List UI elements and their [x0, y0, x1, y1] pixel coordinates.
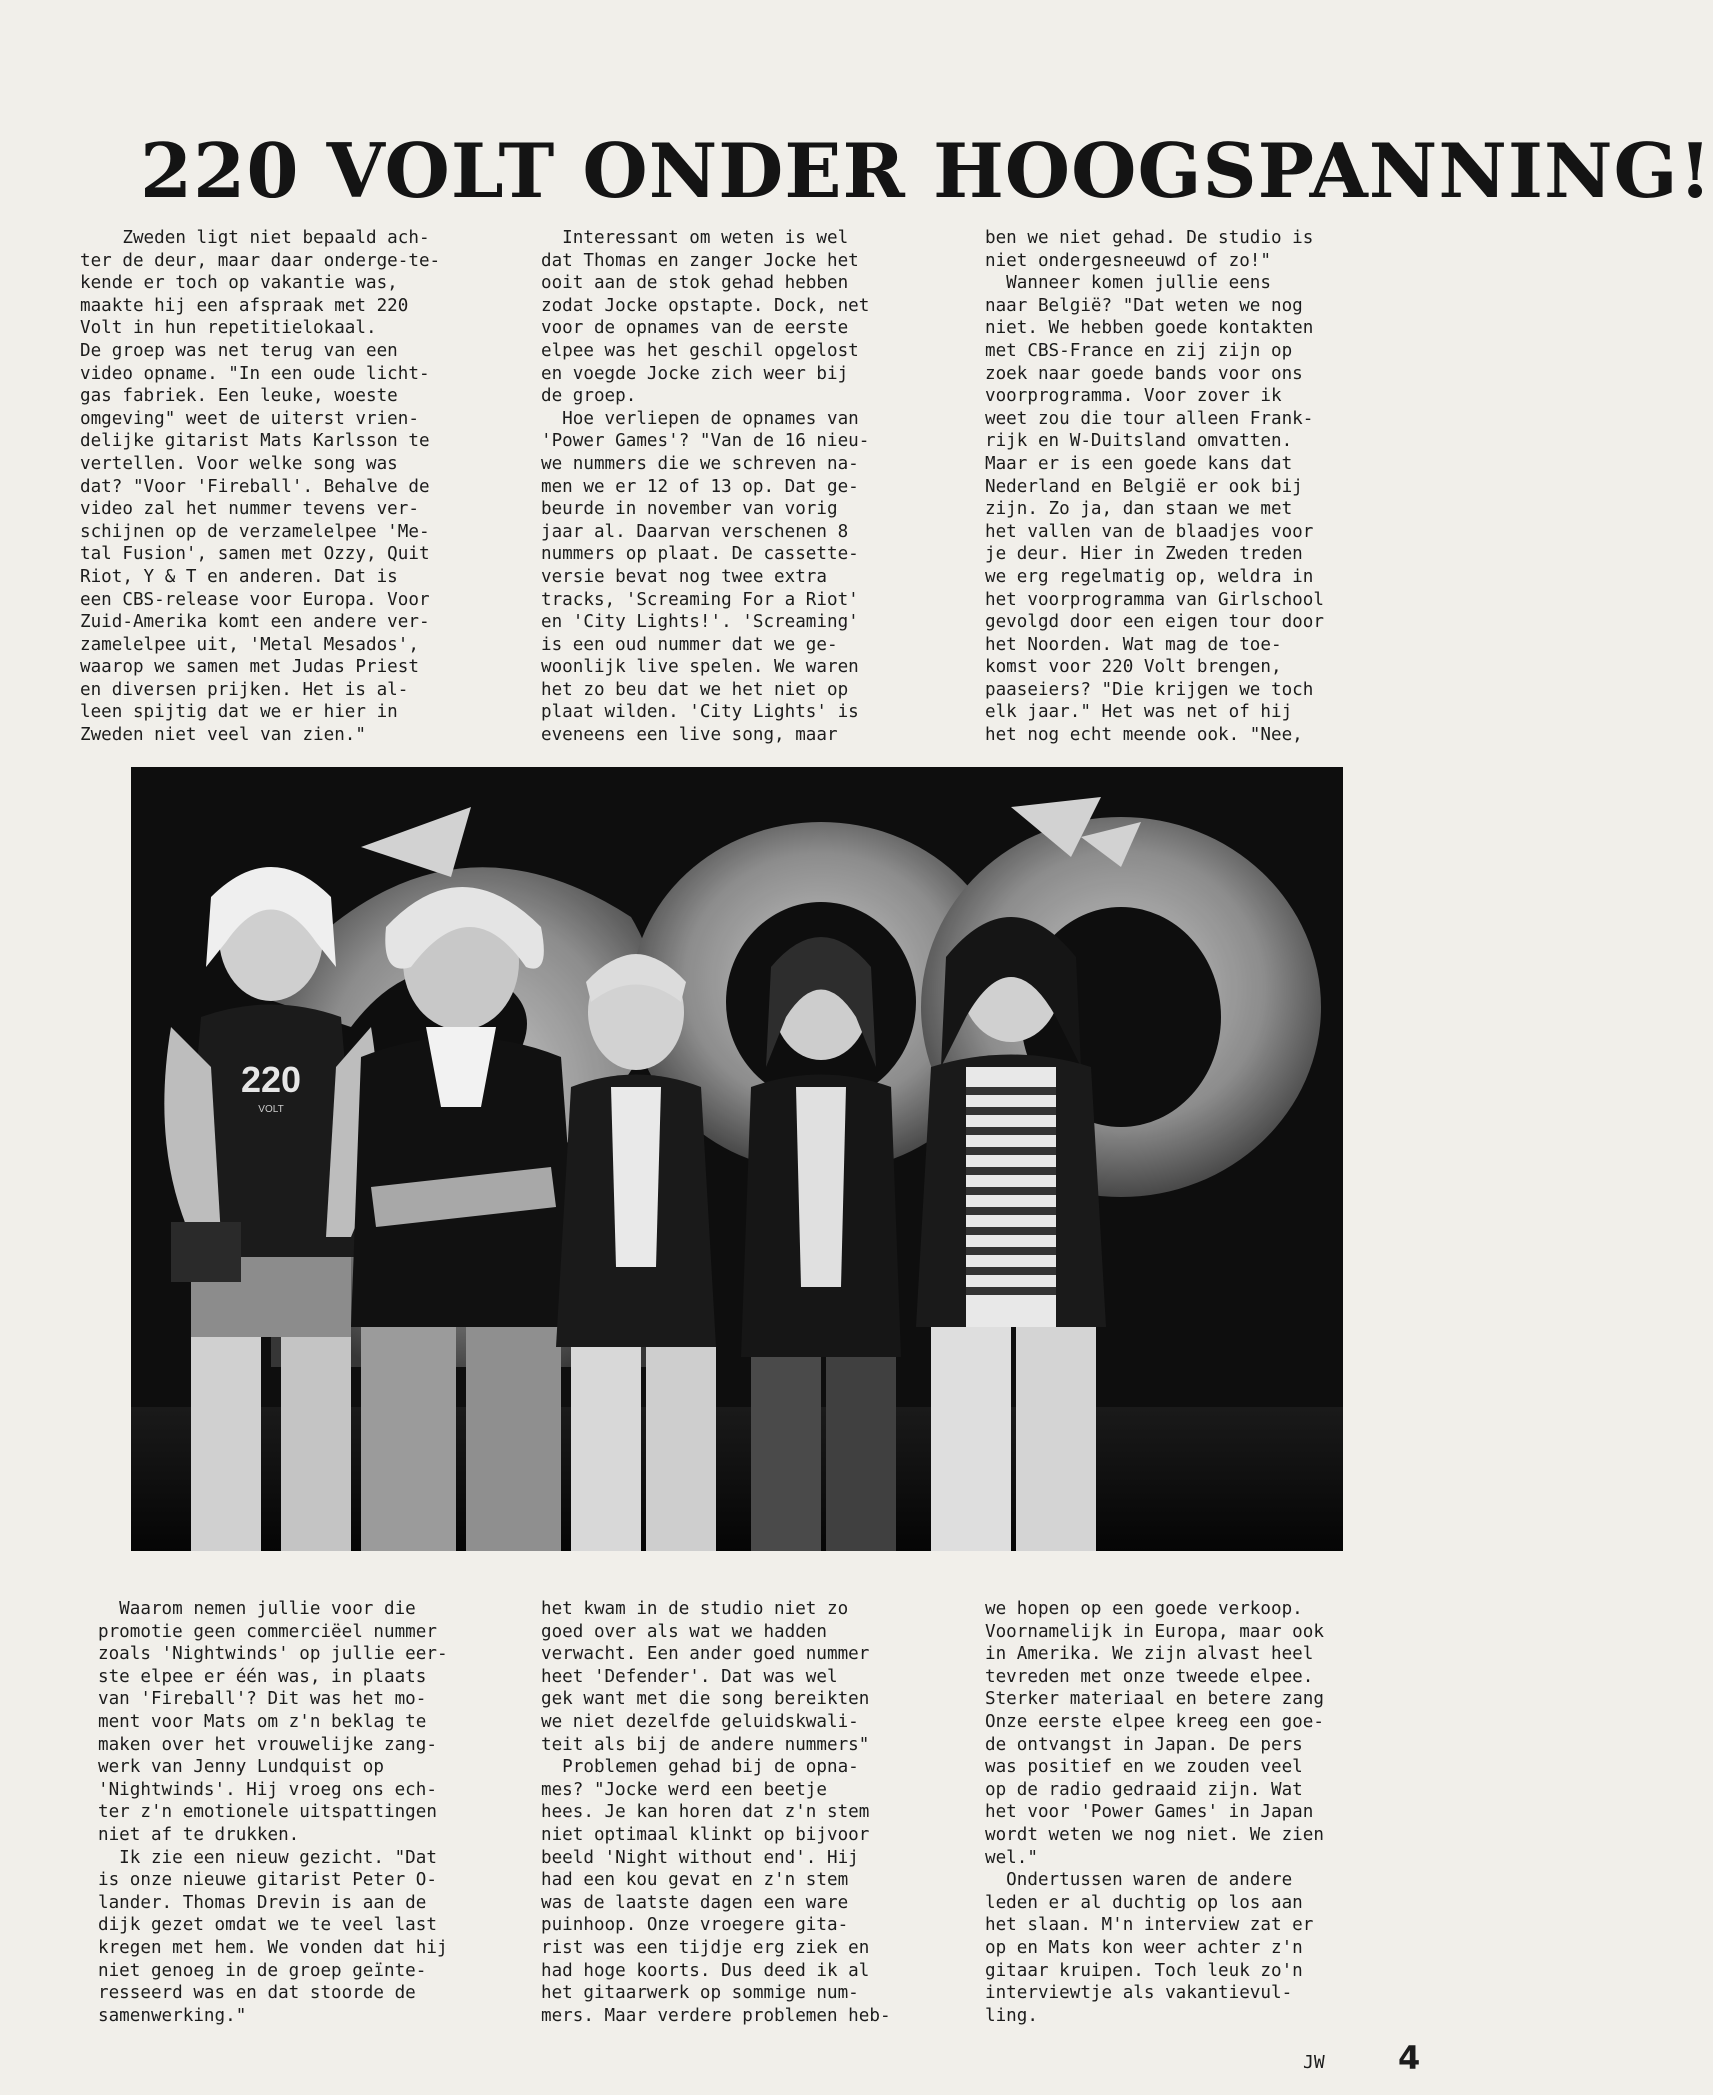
article-column-top-middle: Interessant om weten is wel dat Thomas en zanger Jocke het ooit aan de stok gehad hebben zodat Jocke opstapte. Dock, net voor de opnames van de eerste elpee was het geschil opgelost en voegde Jocke zich weer bij de groep. Hoe verliepen de opnames van 'Power Games'? "Van de 16 nieu- we nummers die we schreven na- men we er 12 of 13 op. Dat ge- beurde in november van vorig jaar al. Daarvan verschenen 8 nummers op plaat. De cassette- versie bevat nog twee extra tracks, 'Screaming For a Riot' en 'City Lights!'. 'Screaming' is een oud nummer dat we ge- woonlijk live spelen. We waren het zo beu dat we het niet op plaat wilden. 'City Lights' is eveneens een live song, maar: [541, 228, 870, 746]
article-column-top-right: ben we niet gehad. De studio is niet ondergesneeuwd of zo!" Wanneer komen jullie eens naar België? "Dat weten we nog niet. We hebben goede kontakten met CBS-France en zij zijn op zoek naar goede bands voor ons voorprogramma. Voor zover ik weet zou die tour alleen Frank- rijk en W-Duitsland omvatten. Maar er is een goede kans dat Nederland en België er ook bij zijn. Zo ja, dan staan we met het vallen van de blaadjes voor je deur. Hier in Zweden treden we erg regelmatig op, weldra in het voorprogramma van Girlschool gevolgd door een eigen tour door het Noorden. Wat mag de toe- komst voor 220 Volt brengen, paaseiers? "Die krijgen we toch elk jaar." Het was net of hij het nog echt meende ook. "Nee,: [985, 228, 1324, 746]
article-column-bottom-left: Waarom nemen jullie voor die promotie geen commerciëel nummer zoals 'Nightwinds' op jullie eer- ste elpee er één was, in plaats van 'Fireball'? Dit was het mo- ment voor Mats om z'n beklag te maken over het vrouwelijke zang- werk van Jenny Lundquist op 'Nightwinds'. Hij vroeg ons ech- ter z'n emotionele uitspattingen niet af te drukken. Ik zie een nieuw gezicht. "Dat is onze nieuwe gitarist Peter O- lander. Thomas Drevin is aan de dijk gezet omdat we te veel last kregen met hem. We vonden dat hij niet genoeg in de groep geïnte- resseerd was en dat stoorde de samenwerking.": [98, 1599, 448, 2026]
page-number: 4: [1398, 2039, 1421, 2077]
author-initials: JW: [1303, 2052, 1325, 2073]
band-member-5: [916, 917, 1106, 1551]
article-headline: 220 VOLT ONDER HOOGSPANNING!: [140, 127, 1713, 215]
shirt-subprint: VOLT: [258, 1104, 284, 1115]
shirt-print: 220: [240, 1059, 302, 1100]
striped-shirt: [966, 1067, 1056, 1327]
article-column-top-left: Zweden ligt niet bepaald ach- ter de deur, maar daar onderge-te- kende er toch op vakantie was, maakte hij een afspraak met 220 Volt in hun repetitielokaal. De groep was net terug van een video opname. "In een oude licht- gas fabriek. Een leuke, woeste omgeving" weet de uiterst vrien- delijke gitarist Mats Karlsson te vertellen. Voor welke song was dat? "Voor 'Fireball'. Behalve de video zal het nummer tevens ver- schijnen op de verzamelelpee 'Me- tal Fusion', samen met Ozzy, Quit Riot, Y & T en anderen. Dat is een CBS-release voor Europa. Voor Zuid-Amerika komt een andere ver- zamelelpee uit, 'Metal Mesados', waarop we samen met Judas Priest en diversen prijken. Het is al- leen spijtig dat we er hier in Zweden niet veel van zien.": [80, 228, 441, 746]
article-column-bottom-right: we hopen op een goede verkoop. Voornamelijk in Europa, maar ook in Amerika. We zijn alvast heel tevreden met onze tweede elpee. Sterker materiaal en betere zang Onze eerste elpee kreeg een goe- de ontvangst in Japan. De pers was positief en we zouden veel op de radio gedraaid zijn. Wat het voor 'Power Games' in Japan wordt weten we nog niet. We zien wel." Ondertussen waren de andere leden er al duchtig op los aan het slaan. M'n interview zat er op en Mats kon weer achter z'n gitaar kruipen. Toch leuk zo'n interviewtje als vakantievul- ling.: [985, 1599, 1324, 2026]
band-photo: [131, 767, 1343, 1551]
article-column-bottom-middle: het kwam in de studio niet zo goed over als wat we hadden verwacht. Een ander goed nummer heet 'Defender'. Dat was wel gek want met die song bereikten we niet dezelfde geluidskwali- teit als bij de andere nummers" Problemen gehad bij de opna- mes? "Jocke werd een beetje hees. Je kan horen dat z'n stem niet optimaal klinkt op bijvoor beeld 'Night without end'. Hij had een kou gevat en z'n stem was de laatste dagen een ware puinhoop. Onze vroegere gita- rist was een tijdje erg ziek en had hoge koorts. Dus deed ik al het gitaarwerk op sommige num- mers. Maar verdere problemen heb-: [541, 1599, 891, 2026]
